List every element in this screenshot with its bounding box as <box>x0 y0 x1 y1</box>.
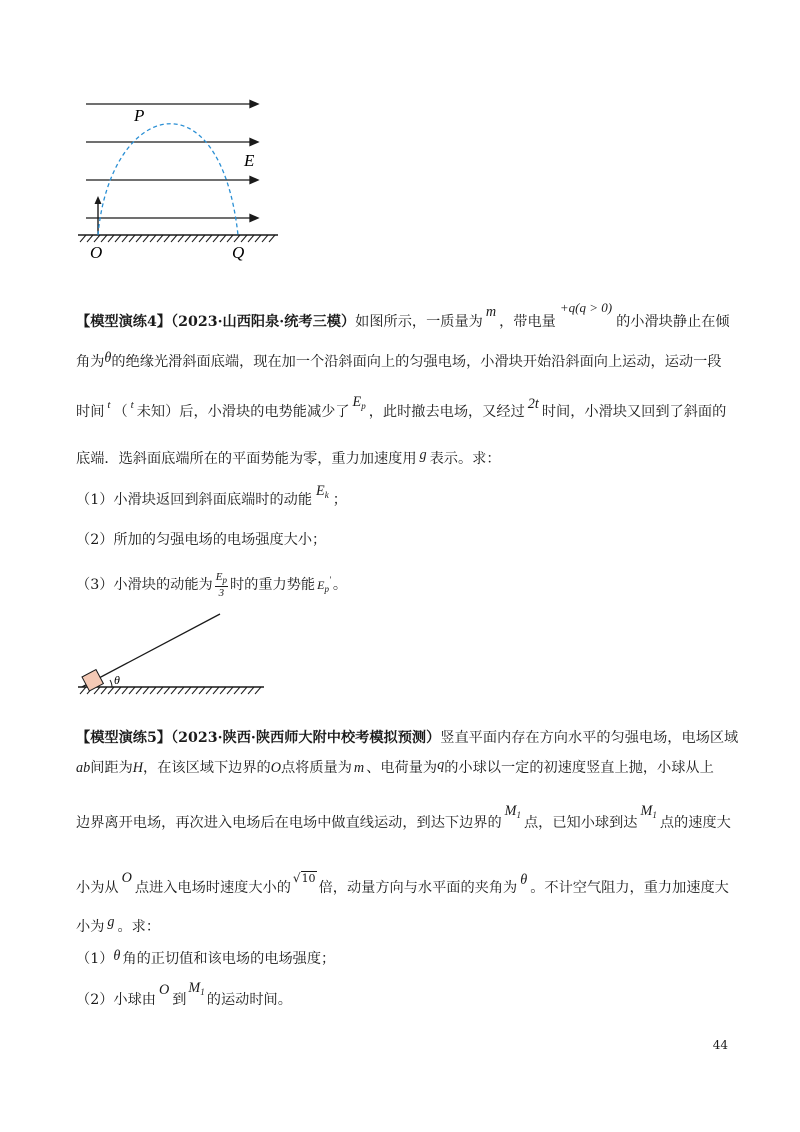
var-g: g <box>419 447 427 463</box>
p4-q3: （3）小滑块的动能为 $\frac{E_p}{3}$ 时的重力势能 $E_p'$ 。 <box>76 571 348 599</box>
ground-hatch <box>80 235 275 242</box>
var-2t: 2t <box>527 396 539 412</box>
page-number: 44 <box>712 1038 728 1052</box>
var-M1-2: $M_1$ <box>640 803 657 820</box>
p4-line1: 【模型演练4】（2023·山西阳泉·统考三模）如图所示，一质量为m，带电量+q(q > 0)的小滑块静止在倾 <box>76 300 730 330</box>
var-theta5-q1: θ <box>113 948 121 964</box>
var-theta5: θ <box>520 872 528 888</box>
var-theta: θ <box>104 350 112 366</box>
angle-arc <box>110 680 112 687</box>
p5-title: 【模型演练5】（2023·陕西·陕西师大附中校考模拟预测） <box>76 730 441 746</box>
p5-line3: 边界离开电场，再次进入电场后在电场中做直线运动，到达下边界的$M_1$ 点，已知小球到达$M_1$ 点的速度大 <box>76 803 731 831</box>
p5-line5: 小为 g 。求： <box>76 914 161 935</box>
var-O: O <box>270 760 281 776</box>
p4-q1: （1）小滑块返回到斜面底端时的动能$E_k$ ； <box>76 483 347 508</box>
var-m5: m <box>353 760 365 776</box>
var-t: t <box>107 399 111 411</box>
var-Ep-prime: $E_p'$ <box>317 575 331 594</box>
field-arrow-3 <box>250 177 258 184</box>
p5-line2: ab间距为H，在该区域下边界的O点将质量为 m 、电荷量为q的小球以一定的初速度竖直上抛，小球从上 <box>76 757 714 776</box>
label-p: P <box>134 106 145 125</box>
fraction-ep-over-3: $\frac{E_p}{3}$ <box>215 571 227 599</box>
incline-figure <box>72 612 272 696</box>
var-ab: ab <box>76 760 91 776</box>
charge-expr: +q(q > 0) <box>559 300 613 315</box>
p4-line3: 时间 $^t$ （ $^t$ 未知）后，小滑块的电势能减少了$E_p$ ，此时撤去电场，又经过 2t 时间，小滑块又回到了斜面的 <box>76 394 727 420</box>
label-o: O <box>90 243 103 262</box>
field-trajectory-figure <box>70 92 280 264</box>
p4-title: 【模型演练4】（2023·山西阳泉·统考三模） <box>76 314 356 330</box>
var-O-3: O <box>158 982 170 998</box>
p5-line4: 小为从O点进入电场时速度大小的√10倍，动量方向与水平面的夹角为 θ 。不计空气阻力，重力加速度大 <box>76 870 729 896</box>
var-g5: g <box>107 914 115 930</box>
var-O-2: O <box>121 870 132 886</box>
var-M1: $M_1$ <box>504 803 521 820</box>
var-q: q <box>437 757 445 773</box>
var-Ep: $E_p$ <box>352 394 366 411</box>
angle-label: θ <box>114 673 120 687</box>
p5-q1: （1）θ 角的正切值和该电场的电场强度； <box>76 948 336 967</box>
label-q: Q <box>232 243 245 262</box>
var-Ek: $E_k$ <box>316 483 329 500</box>
incline-hatch <box>80 687 261 694</box>
field-arrow-4 <box>250 215 258 222</box>
p5-line1: 【模型演练5】（2023·陕西·陕西师大附中校考模拟预测）竖直平面内存在方向水平的匀强电场，电场区域 <box>76 730 739 746</box>
field-arrow-2 <box>250 139 258 146</box>
field-arrow-1 <box>250 101 258 108</box>
incline-surface <box>82 614 220 687</box>
velocity-arrowhead <box>95 196 102 204</box>
var-t-2: t <box>130 399 134 411</box>
label-e: E <box>244 151 255 170</box>
p5-q2: （2）小球由O到$M_1$ 的运动时间。 <box>76 980 292 1008</box>
var-m: m <box>485 304 497 320</box>
var-H: H <box>132 760 144 776</box>
p4-q2: （2）所加的匀强电场的电场强度大小； <box>76 532 327 548</box>
sqrt-10: √10 <box>292 871 316 885</box>
var-M1-3: $M_1$ <box>188 980 205 997</box>
p4-line4: 底端．选斜面底端所在的平面势能为零，重力加速度用 g 表示。求： <box>76 447 501 467</box>
p4-line2: 角为θ的绝缘光滑斜面底端，现在加一个沿斜面向上的匀强电场，小滑块开始沿斜面向上运动，运动一段 <box>76 350 722 370</box>
